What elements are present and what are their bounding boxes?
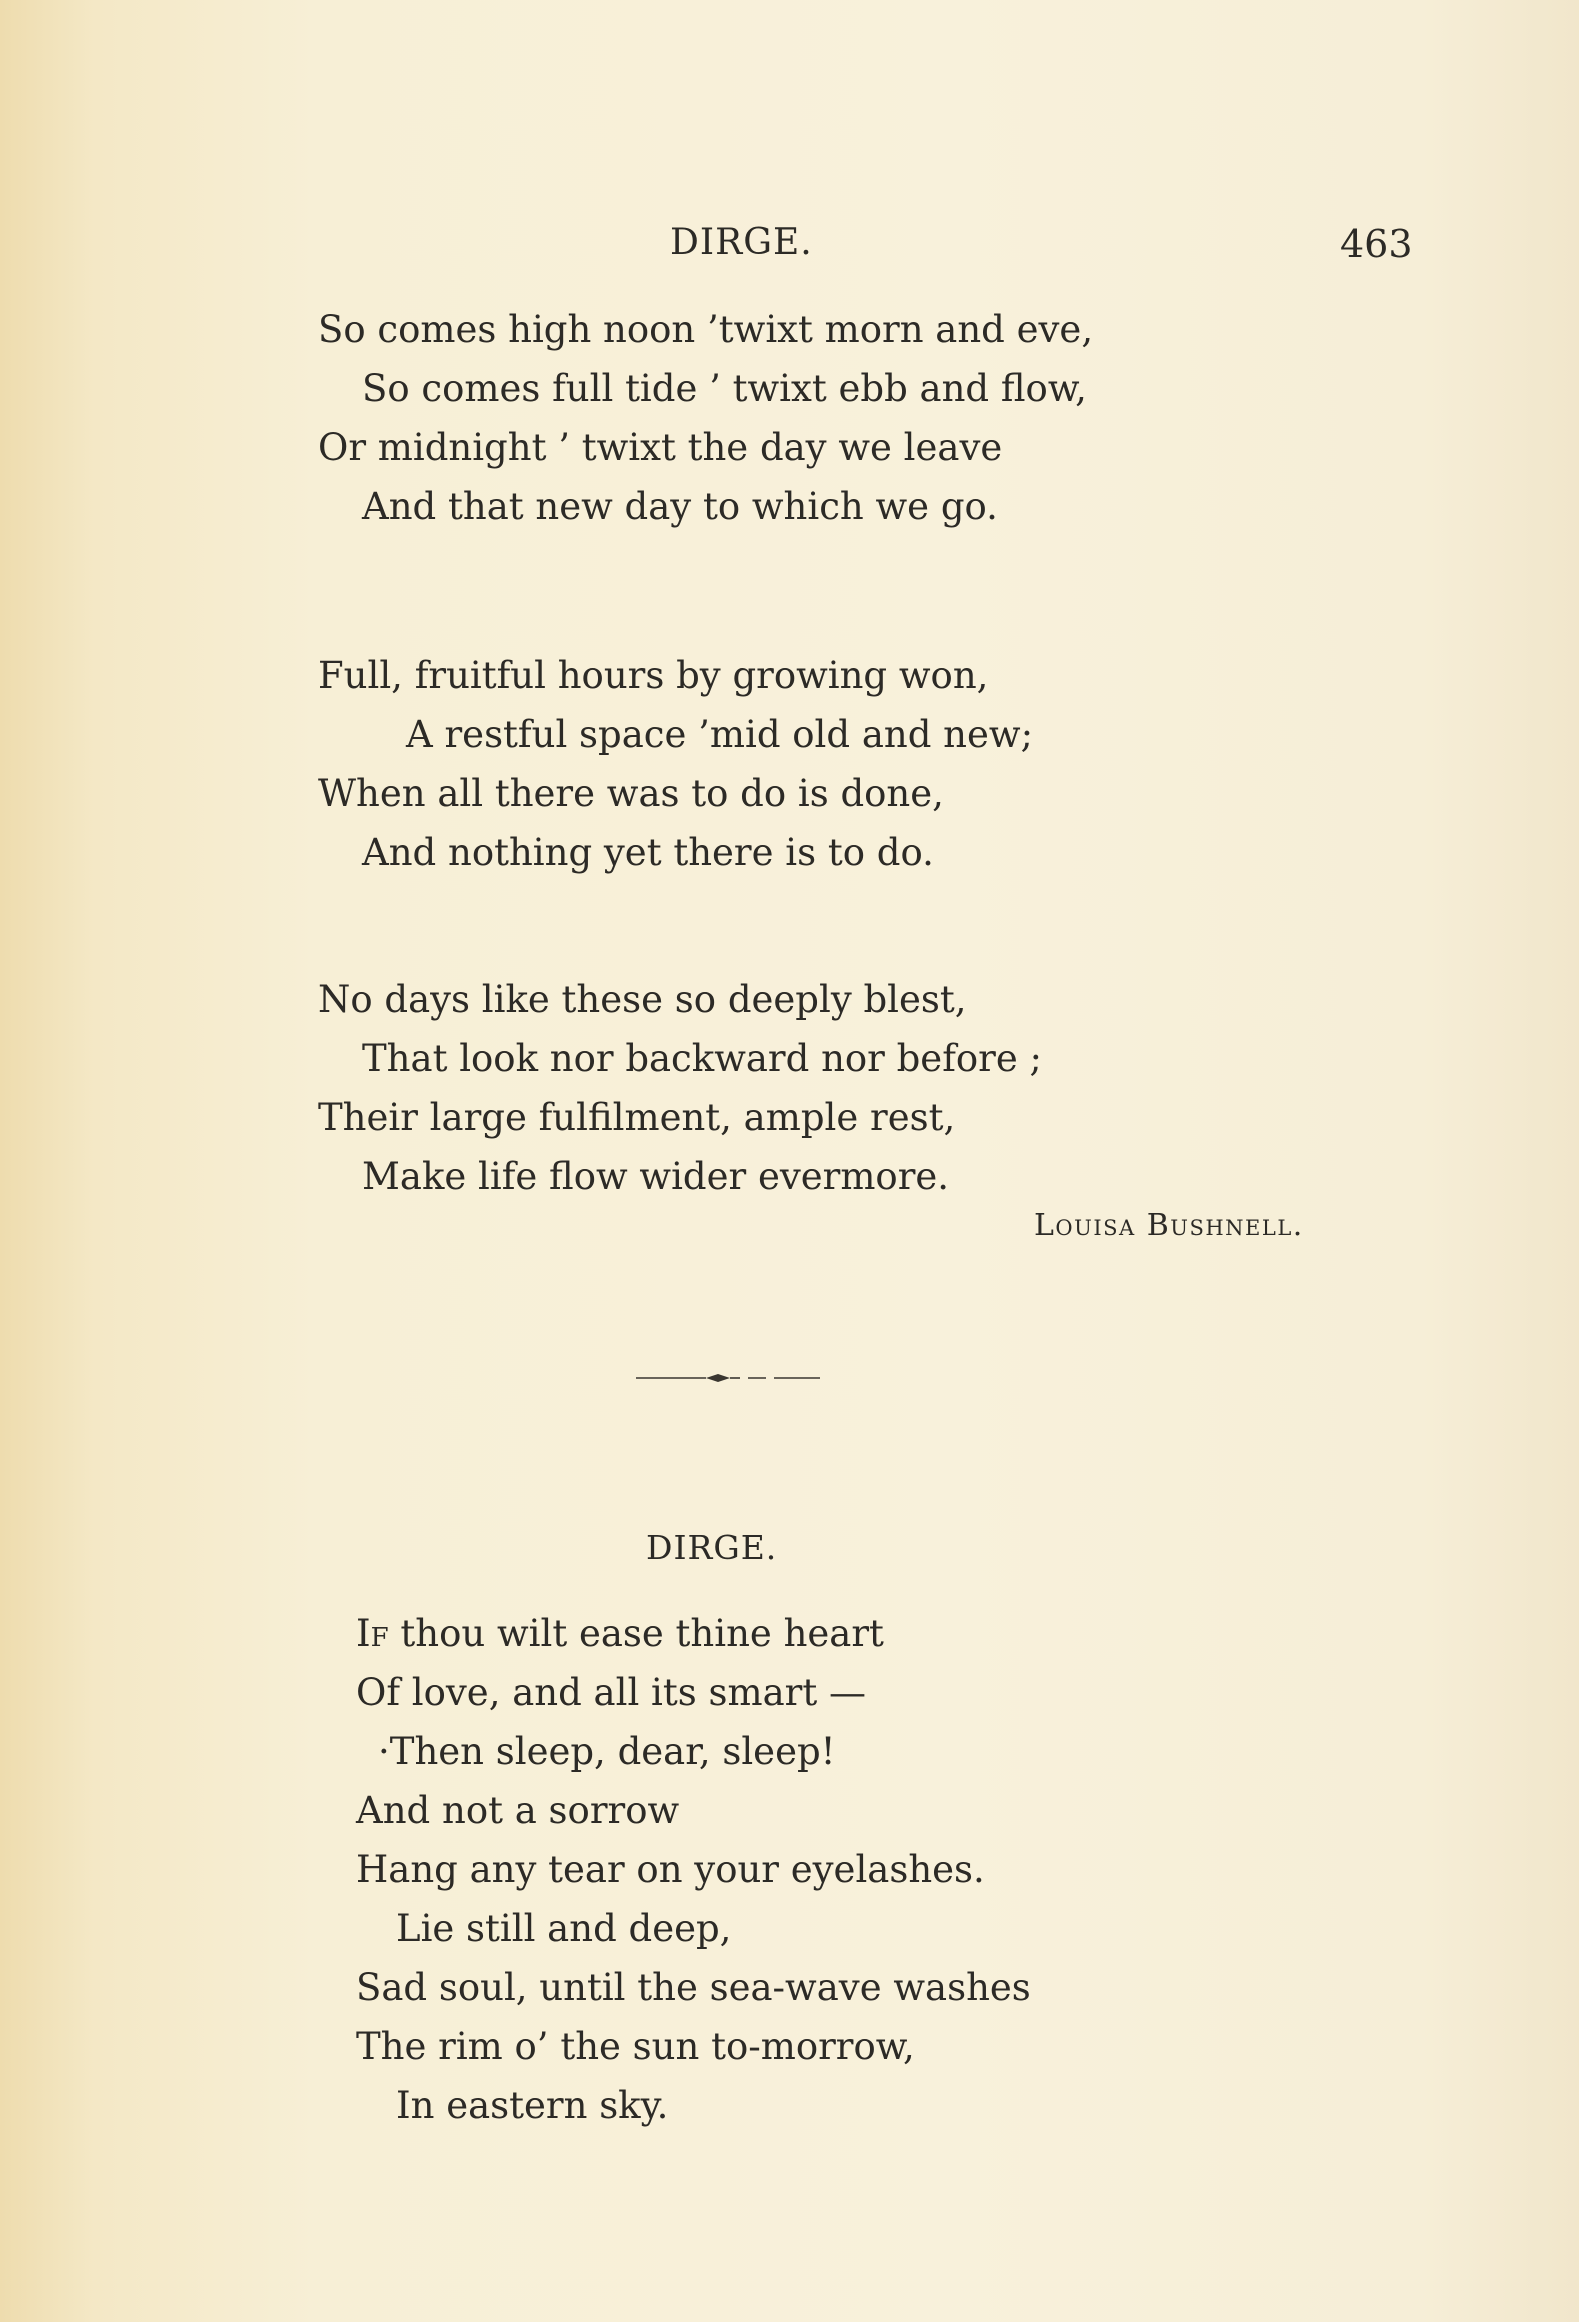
poem-line: Their large fulfilment, ample rest, <box>318 1096 956 1139</box>
section-title: DIRGE. <box>646 1528 778 1567</box>
poem-line <box>356 1604 1031 1663</box>
poem-line: Lie still and deep, <box>396 1907 732 1950</box>
running-title: DIRGE. <box>670 222 813 263</box>
poem-line: Hang any tear on your eyelashes. <box>356 1848 985 1891</box>
poem-attribution: Louisa Bushnell. <box>1034 1208 1304 1243</box>
poem-line: Of love, and all its smart — <box>356 1671 866 1714</box>
poem-line: Make life flow wider evermore. <box>362 1155 950 1198</box>
poem-line: Or midnight ’ twixt the day we leave <box>318 426 1003 469</box>
poem-first-word: If <box>356 1612 389 1655</box>
poem-line: And nothing yet there is to do. <box>362 831 934 874</box>
dirge-poem <box>356 1604 1031 2135</box>
page-number: 463 <box>1340 222 1413 266</box>
poem-line: Full, fruitful hours by growing won, <box>318 654 989 697</box>
poem-stanza-2 <box>318 646 1033 882</box>
section-divider-ornament <box>636 1368 820 1388</box>
poem-line: So comes full tide ’ twixt ebb and flow, <box>362 367 1087 410</box>
poem-stanza-1 <box>318 300 1093 536</box>
poem-line: And that new day to which we go. <box>362 485 998 528</box>
poem-line: When all there was to do is done, <box>318 772 944 815</box>
poem-line: The rim o’ the sun to-morrow, <box>356 2025 915 2068</box>
poem-line-text: thou wilt ease thine heart <box>388 1612 884 1655</box>
poem-line: In eastern sky. <box>396 2084 669 2127</box>
poem-line: That look nor backward nor before ; <box>362 1037 1042 1080</box>
poem-line: Sad soul, until the sea-wave washes <box>356 1966 1031 2009</box>
poem-line: No days like these so deeply blest, <box>318 978 967 1021</box>
poem-line: A restful space ’mid old and new; <box>406 713 1034 756</box>
running-head <box>0 222 1579 272</box>
poem-stanza-3 <box>318 970 1042 1206</box>
poem-line: And not a sorrow <box>356 1789 680 1832</box>
poem-line: ·Then sleep, dear, sleep! <box>378 1730 836 1773</box>
poem-line: So comes high noon ’twixt morn and eve, <box>318 308 1094 351</box>
